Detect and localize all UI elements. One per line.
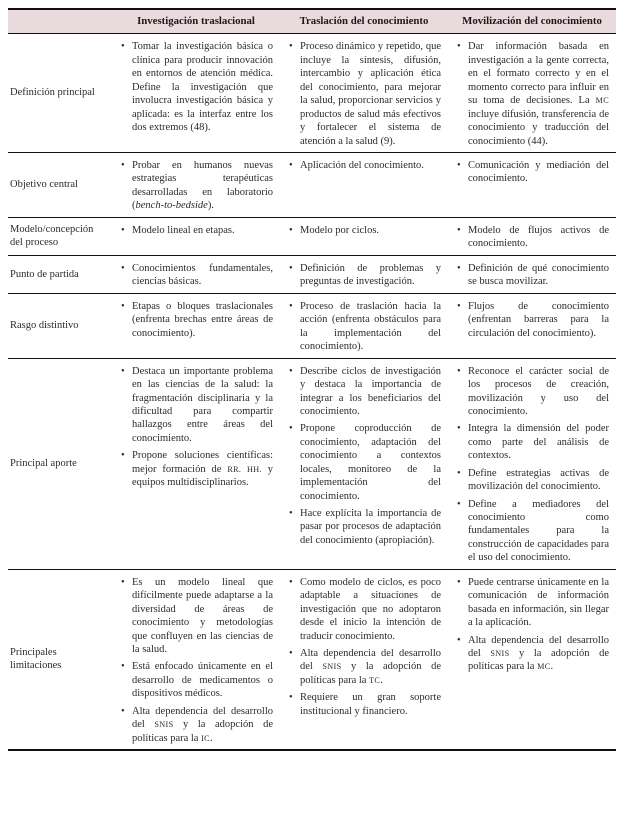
- header-corner-cell: [8, 9, 112, 34]
- bullet-list: [289, 262, 441, 289]
- table-row: [8, 152, 616, 217]
- bullet-item: • Alta dependencia del desarrollo del SNIS y la adopción de políticas para la TC.: [289, 647, 441, 687]
- bullet-item: • Propone coproducción de conocimiento, adaptación del conocimiento a contextos locales, monitoreo de la implementación del conocimiento.: [289, 422, 441, 503]
- row-label: Principales limitaciones: [10, 646, 62, 672]
- bullet-item: • Está enfocado únicamente en el desarrollo de medicamentos o dispositivos médicos.: [121, 660, 273, 700]
- header-col-traslacion-del-conocimiento: Traslación del conocimiento: [280, 9, 448, 34]
- table-cell: [280, 152, 448, 217]
- header-row: [8, 9, 616, 34]
- bullet-item: • Modelo de flujos activos de conocimiento.: [457, 224, 609, 251]
- table-cell: [280, 358, 448, 569]
- table-cell: [280, 569, 448, 750]
- bullet-item: • Destaca un importante problema en las ciencias de la salud: la fragmentación disciplinaria y la dificultad para compartir hallazgos entre áreas del conocimiento.: [121, 365, 273, 446]
- table-cell: [448, 217, 616, 255]
- bullet-list: [289, 300, 441, 354]
- table-body: [8, 34, 616, 750]
- bullet-list: [457, 365, 609, 565]
- bullet-item: • Propone soluciones científicas: mejor formación de RR. HH. y equipos multidisciplinarios.: [121, 449, 273, 489]
- table-cell: [280, 256, 448, 294]
- bullet-list: [121, 159, 273, 213]
- bullet-list: [121, 365, 273, 490]
- bullet-item: • Describe ciclos de investigación y destaca la importancia de integrar a los beneficiarios del conocimiento.: [289, 365, 441, 419]
- bullet-item: • Proceso dinámico y repetido, que incluye la síntesis, difusión, intercambio y aplicación ética del conocimiento, para mejorar la salud, proporcionar servicios y productos de salud más efectivos y fortalecer el sistema de atención a la salud (9).: [289, 40, 441, 148]
- table-header: [8, 9, 616, 34]
- table-cell: [112, 152, 280, 217]
- table-cell: [112, 293, 280, 358]
- bullet-list: [457, 40, 609, 148]
- bullet-list: [121, 40, 273, 134]
- bullet-item: • Alta dependencia del desarrollo del SNIS y la adopción de políticas para la IC.: [121, 705, 273, 745]
- table-cell: [448, 256, 616, 294]
- bullet-item: • Como modelo de ciclos, es poco adaptable a situaciones de investigación que no adoptaron desde el inicio la intención de traducir conocimiento.: [289, 576, 441, 643]
- bullet-list: [121, 576, 273, 745]
- table-cell: [112, 34, 280, 153]
- bullet-list: [121, 300, 273, 340]
- row-label: Punto de partida: [10, 268, 79, 280]
- bullet-item: • Alta dependencia del desarrollo del SNIS y la adopción de políticas para la MC.: [457, 634, 609, 674]
- row-label: Rasgo distintivo: [10, 319, 79, 331]
- bullet-list: [121, 262, 273, 289]
- bullet-item: • Definición de qué conocimiento se busca movilizar.: [457, 262, 609, 289]
- bullet-item: • Proceso de traslación hacia la acción (enfrenta obstáculos para la implementación del conocimiento).: [289, 300, 441, 354]
- row-label: Principal aporte: [10, 457, 77, 469]
- bullet-item: • Flujos de conocimiento (enfrentan barreras para la circulación del conocimiento).: [457, 300, 609, 340]
- table-cell: [112, 217, 280, 255]
- bullet-item: • Define estrategias activas de movilización del conocimiento.: [457, 467, 609, 494]
- table-cell: [112, 256, 280, 294]
- row-label: Modelo/concepción del proceso: [10, 223, 94, 249]
- table-cell: [280, 34, 448, 153]
- bullet-list: [457, 159, 609, 186]
- bullet-item: • Puede centrarse únicamente en la comunicación de información basada en información, sin llegar a la aplicación.: [457, 576, 609, 630]
- bullet-list: [121, 224, 273, 237]
- bullet-list: [289, 576, 441, 718]
- bullet-list: [457, 224, 609, 251]
- bullet-item: • Etapas o bloques traslacionales (enfrenta brechas entre áreas de conocimiento).: [121, 300, 273, 340]
- table-row: [8, 217, 616, 255]
- bullet-item: • Requiere un gran soporte institucional y financiero.: [289, 691, 441, 718]
- bullet-list: [289, 365, 441, 548]
- table-cell: [448, 569, 616, 750]
- table-cell: [448, 358, 616, 569]
- comparison-table: [8, 8, 616, 751]
- row-label: Definición principal: [10, 87, 95, 99]
- bullet-item: • Modelo por ciclos.: [289, 224, 441, 237]
- table-row: [8, 256, 616, 294]
- header-col-investigacion-traslacional: Investigación traslacional: [112, 9, 280, 34]
- bullet-item: • Tomar la investigación básica o clínica para producir innovación en entornos de atención médica. Define la investigación que involucra investigación básica y aplicada: es la interfaz entre los dos extremos (48).: [121, 40, 273, 134]
- bullet-item: • Modelo lineal en etapas.: [121, 224, 273, 237]
- table-row: [8, 569, 616, 750]
- bullet-item: • Define a mediadores del conocimiento como fundamentales para la construcción de capacidades para el uso del conocimiento.: [457, 498, 609, 565]
- bullet-item: • Reconoce el carácter social de los procesos de creación, movilización y uso del conocimiento.: [457, 365, 609, 419]
- bullet-list: [457, 300, 609, 340]
- bullet-list: [457, 262, 609, 289]
- bullet-item: • Integra la dimensión del poder como parte del análisis de contextos.: [457, 422, 609, 462]
- table-row: [8, 34, 616, 153]
- bullet-item: • Conocimientos fundamentales, ciencias básicas.: [121, 262, 273, 289]
- bullet-list: [289, 224, 441, 237]
- bullet-list: [289, 40, 441, 148]
- bullet-list: [457, 576, 609, 674]
- bullet-list: [289, 159, 441, 172]
- table-row: [8, 358, 616, 569]
- table-row: [8, 293, 616, 358]
- row-label: Objetivo central: [10, 179, 78, 191]
- bullet-item: • Comunicación y mediación del conocimiento.: [457, 159, 609, 186]
- table-cell: [112, 358, 280, 569]
- bullet-item: • Definición de problemas y preguntas de investigación.: [289, 262, 441, 289]
- header-col-movilizacion-del-conocimiento: Movilización del conocimiento: [448, 9, 616, 34]
- table-cell: [280, 217, 448, 255]
- bullet-item: • Dar información basada en investigación a la gente correcta, en el formato correcto y en el momento correcto para influir en su toma de decisiones. La MC incluye difusión, transferencia de conocimiento y traducción del conocimiento (44).: [457, 40, 609, 148]
- table-cell: [448, 34, 616, 153]
- bullet-item: • Probar en humanos nuevas estrategias terapéuticas desarrolladas en laboratorio (bench-to-bedside).: [121, 159, 273, 213]
- table-cell: [280, 293, 448, 358]
- table-cell: [112, 569, 280, 750]
- table-cell: [448, 293, 616, 358]
- table-cell: [448, 152, 616, 217]
- bullet-item: • Hace explícita la importancia de pasar por procesos de adaptación del conocimiento (apropiación).: [289, 507, 441, 547]
- bullet-item: • Es un modelo lineal que difícilmente puede adaptarse a la diversidad de áreas de conocimiento y metodologías que confluyen en las ciencias de la salud.: [121, 576, 273, 657]
- bullet-item: • Aplicación del conocimiento.: [289, 159, 441, 172]
